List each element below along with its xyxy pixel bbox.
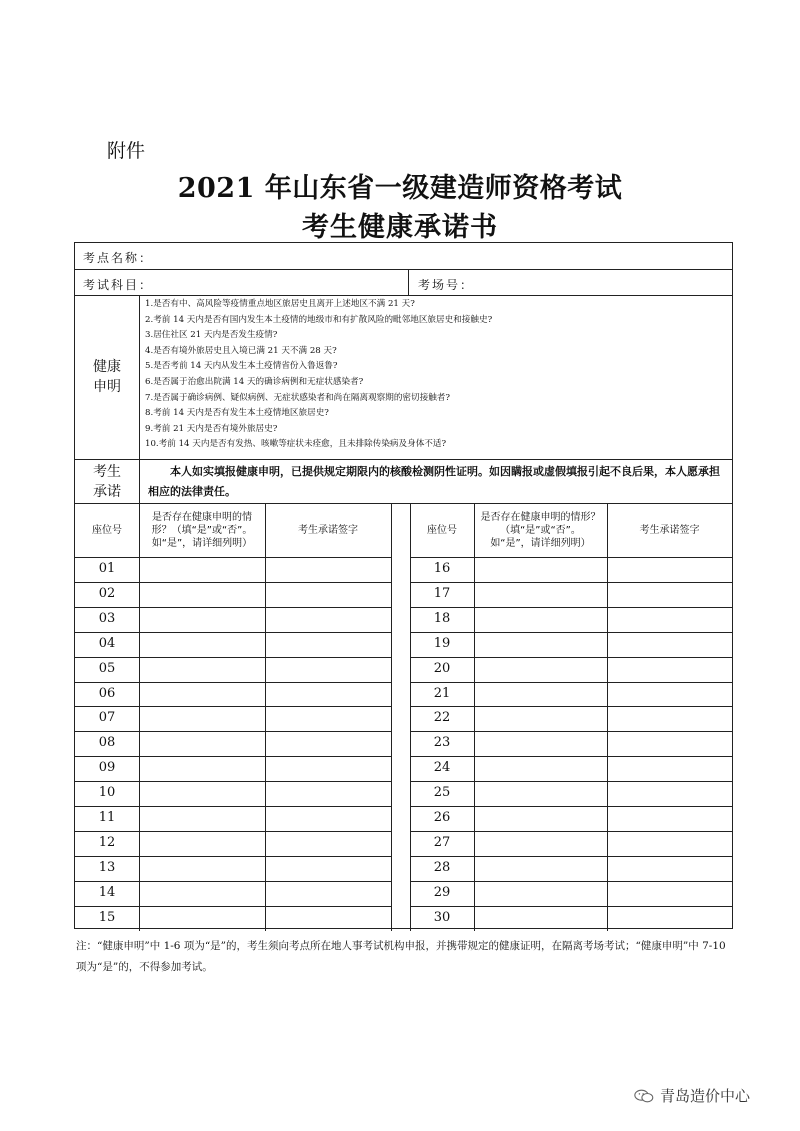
divider — [607, 504, 608, 931]
divider — [410, 682, 732, 683]
seat-number: 05 — [98, 660, 116, 676]
right-seat-header: 座位号 — [427, 525, 457, 536]
divider — [408, 270, 409, 296]
declaration-item: 4.是否有境外旅居史且入境已满 21 天不满 28 天? — [145, 345, 337, 356]
divider — [139, 296, 140, 460]
declaration-item: 6.是否属于治愈出院满 14 天的确诊病例和无症状感染者? — [145, 376, 364, 387]
divider — [265, 504, 266, 931]
seat-number: 12 — [98, 834, 116, 850]
declaration-item: 9.考前 21 天内是否有境外旅居史? — [145, 423, 278, 434]
divider — [410, 756, 732, 757]
seat-number: 22 — [433, 710, 451, 726]
divider — [75, 831, 391, 832]
seat-number: 07 — [98, 710, 116, 726]
seat-number: 24 — [433, 760, 451, 776]
seat-number: 27 — [433, 834, 451, 850]
right-status-header: 是否存在健康申明的情形？（填“是”或“否”。如“是”，请详细列明） — [480, 512, 601, 549]
divider — [75, 706, 391, 707]
seat-number: 23 — [433, 735, 451, 751]
seat-number: 30 — [433, 909, 451, 925]
promise-label-line1: 考生 — [93, 464, 121, 480]
declaration-label-line2: 申明 — [93, 379, 121, 395]
seat-number: 06 — [98, 685, 116, 701]
health-commitment-form — [74, 242, 733, 929]
seat-number: 28 — [433, 859, 451, 875]
divider — [410, 632, 732, 633]
divider — [75, 856, 391, 857]
seat-number: 20 — [433, 660, 451, 676]
seat-number: 11 — [98, 810, 116, 825]
seat-number: 29 — [433, 884, 451, 900]
subject-row — [75, 270, 732, 296]
divider — [75, 881, 391, 882]
declaration-item: 2.考前 14 天内是否有国内发生本土疫情的地级市和有扩散风险的毗邻地区旅居史和接触史? — [145, 314, 493, 325]
seat-number: 02 — [98, 585, 116, 601]
seat-number: 19 — [433, 635, 451, 651]
divider — [75, 557, 391, 558]
seat-number: 25 — [433, 785, 451, 801]
seat-number: 03 — [98, 610, 116, 626]
divider — [75, 756, 391, 757]
wechat-icon — [634, 1089, 654, 1103]
divider — [75, 657, 391, 658]
divider — [75, 906, 391, 907]
divider — [474, 504, 475, 931]
divider — [75, 781, 391, 782]
declaration-item: 8.考前 14 天内是否有发生本土疫情地区旅居史? — [145, 408, 329, 419]
divider — [75, 682, 391, 683]
declaration-items — [145, 297, 730, 453]
promise-text: 本人如实填报健康申明，已提供规定期限内的核酸检测阴性证明。如因瞒报或虚假填报引起不良后果，本人愿承担相应的法律责任。 — [148, 465, 720, 498]
attachment-label: 附件 — [107, 140, 146, 162]
promise-label — [75, 462, 139, 502]
seat-number: 14 — [98, 884, 116, 900]
divider — [410, 731, 732, 732]
site-name-label: 考点名称： — [83, 251, 154, 265]
declaration-item: 5.是否考前 14 天内从发生本土疫情省份入鲁返鲁? — [145, 361, 338, 372]
page-title: 2021 年山东省一级建造师资格考试 — [177, 173, 623, 204]
divider — [410, 607, 732, 608]
watermark-text: 青岛造价中心 — [660, 1087, 751, 1105]
subject-label: 考试科目： — [83, 278, 154, 292]
divider — [391, 504, 392, 931]
divider — [410, 582, 732, 583]
divider — [75, 806, 391, 807]
declaration-label-line1: 健康 — [93, 359, 121, 375]
seat-number: 18 — [433, 610, 451, 626]
footnote: 注：“健康申明”中 1-6 项为“是”的，考生须向考点所在地人事考试机构申报，并携带规定的健康证明，在隔离考场考试；“健康申明”中 7-10 项为“是”的，不得参加考试。 — [76, 940, 726, 973]
declaration-item: 7.是否属于确诊病例、疑似病例、无症状感染者和尚在隔离观察期的密切接触者? — [145, 392, 450, 403]
right-sign-header: 考生承诺签字 — [639, 525, 700, 536]
divider — [75, 582, 391, 583]
seat-number: 08 — [98, 735, 116, 751]
seat-number: 01 — [98, 561, 116, 576]
room-no-label: 考场号： — [418, 278, 475, 292]
site-name-row — [75, 243, 732, 270]
divider — [410, 881, 732, 882]
divider — [410, 657, 732, 658]
seat-number: 10 — [98, 785, 116, 801]
left-status-header: 是否存在健康申明的情形？（填“是”或“否”。如“是”，请详细列明） — [151, 512, 253, 549]
divider — [410, 806, 732, 807]
divider — [410, 781, 732, 782]
watermark — [634, 1085, 750, 1106]
divider — [410, 557, 732, 558]
seat-number: 15 — [98, 909, 116, 925]
seat-number: 26 — [433, 810, 451, 825]
left-seat-header: 座位号 — [92, 525, 122, 536]
left-sign-header: 考生承诺签字 — [298, 525, 358, 536]
divider — [410, 706, 732, 707]
promise-label-line2: 承诺 — [93, 484, 121, 500]
divider — [410, 906, 732, 907]
divider — [139, 504, 140, 931]
seat-number: 16 — [433, 561, 451, 576]
divider — [75, 731, 391, 732]
seat-number: 04 — [98, 635, 116, 651]
seat-number: 17 — [433, 585, 451, 601]
divider — [75, 607, 391, 608]
seat-number: 21 — [433, 685, 451, 701]
seat-number: 13 — [98, 859, 116, 875]
divider — [410, 831, 732, 832]
declaration-item: 3.居住社区 21 天内是否发生疫情? — [145, 330, 278, 341]
divider — [75, 632, 391, 633]
divider — [410, 856, 732, 857]
divider — [139, 460, 140, 504]
declaration-label — [75, 357, 139, 397]
declaration-item: 1.是否有中、高风险等疫情重点地区旅居史且离开上述地区不满 21 天? — [145, 299, 415, 309]
page-subtitle: 考生健康承诺书 — [302, 212, 498, 243]
seat-number: 09 — [98, 760, 116, 776]
declaration-item: 10.考前 14 天内是否有发热、咳嗽等症状未痊愈，且未排除传染病及身体不适? — [145, 439, 447, 450]
